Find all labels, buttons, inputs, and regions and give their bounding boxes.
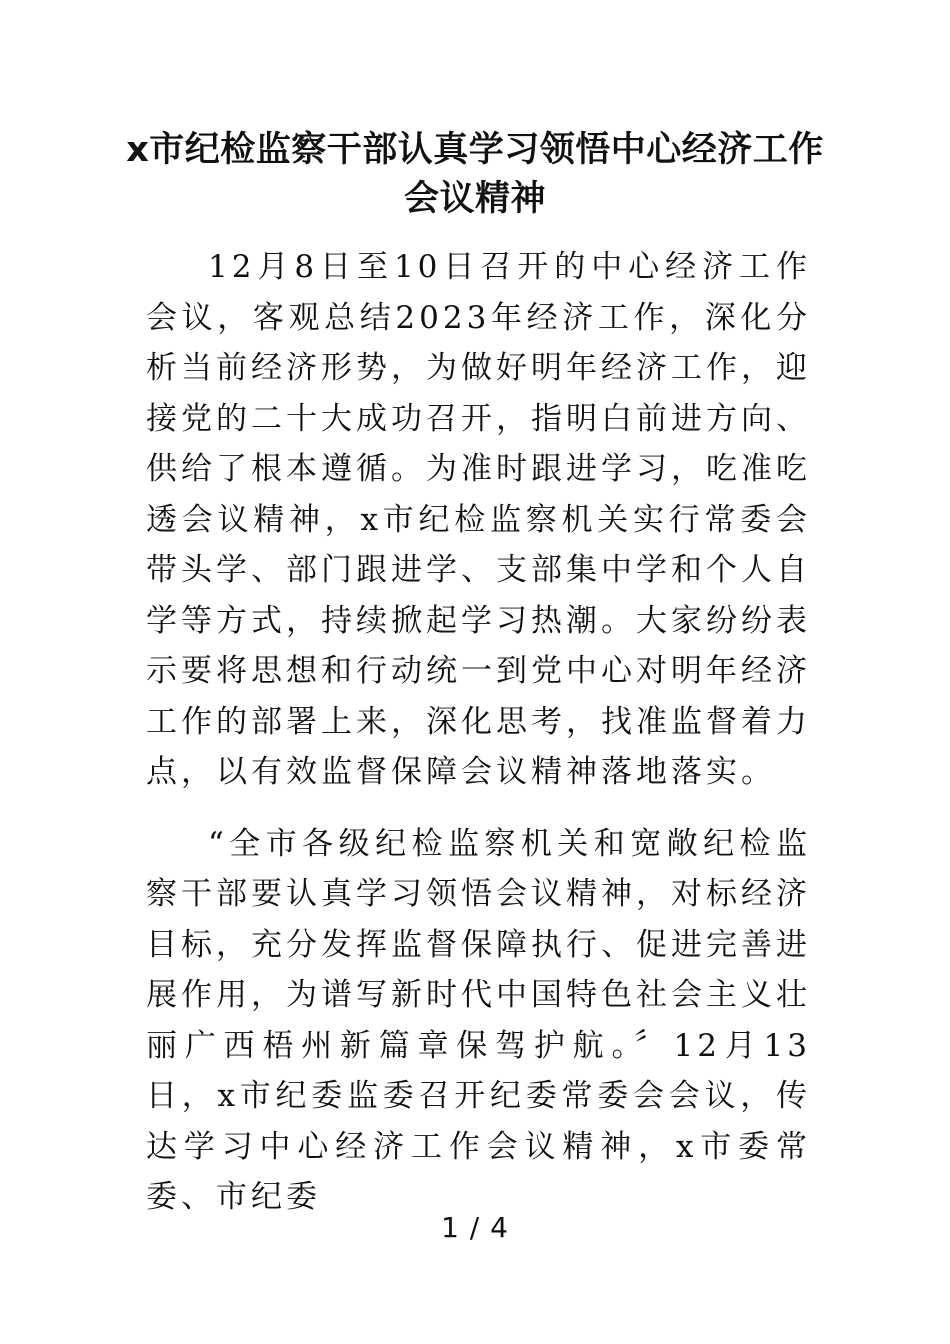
paragraph-1: 12月8日至10日召开的中心经济工作会议，客观总结2023年经济工作，深化分析当前经济形势，为做好明年经济工作，迎接党的二十大成功召开，指明白前进方向、供给了根本遵循。为准时跟进学习，吃准吃透会议精神，x市纪检监察机关实行常委会带头学、部门跟进学、支部集中学和个人自学等方式，持续掀起学习热潮。大家纷纷表示要将思想和行动统一到党中心对明年经济工作的部署上来，深化思考，找准监督着力点，以有效监督保障会议精神落地落实。 [146,249,811,790]
document-body [146,242,811,1223]
paragraph-2: “全市各级纪检监察机关和宽敞纪检监察干部要认真学习领悟会议精神，对标经济目标，充分发挥监督保障执行、促进完善进展作用，为谱写新时代中国特色社会主义壮丽广西梧州新篇章保驾护航。〞12月13日，x市纪委监委召开纪委常委会会议，传达学习中心经济工作会议精神，x市委常委、市纪委 [146,825,811,1215]
page-number: 1 / 4 [441,1211,509,1244]
document-title: x市纪检监察干部认真学习领悟中心经济工作会议精神 [126,130,824,219]
